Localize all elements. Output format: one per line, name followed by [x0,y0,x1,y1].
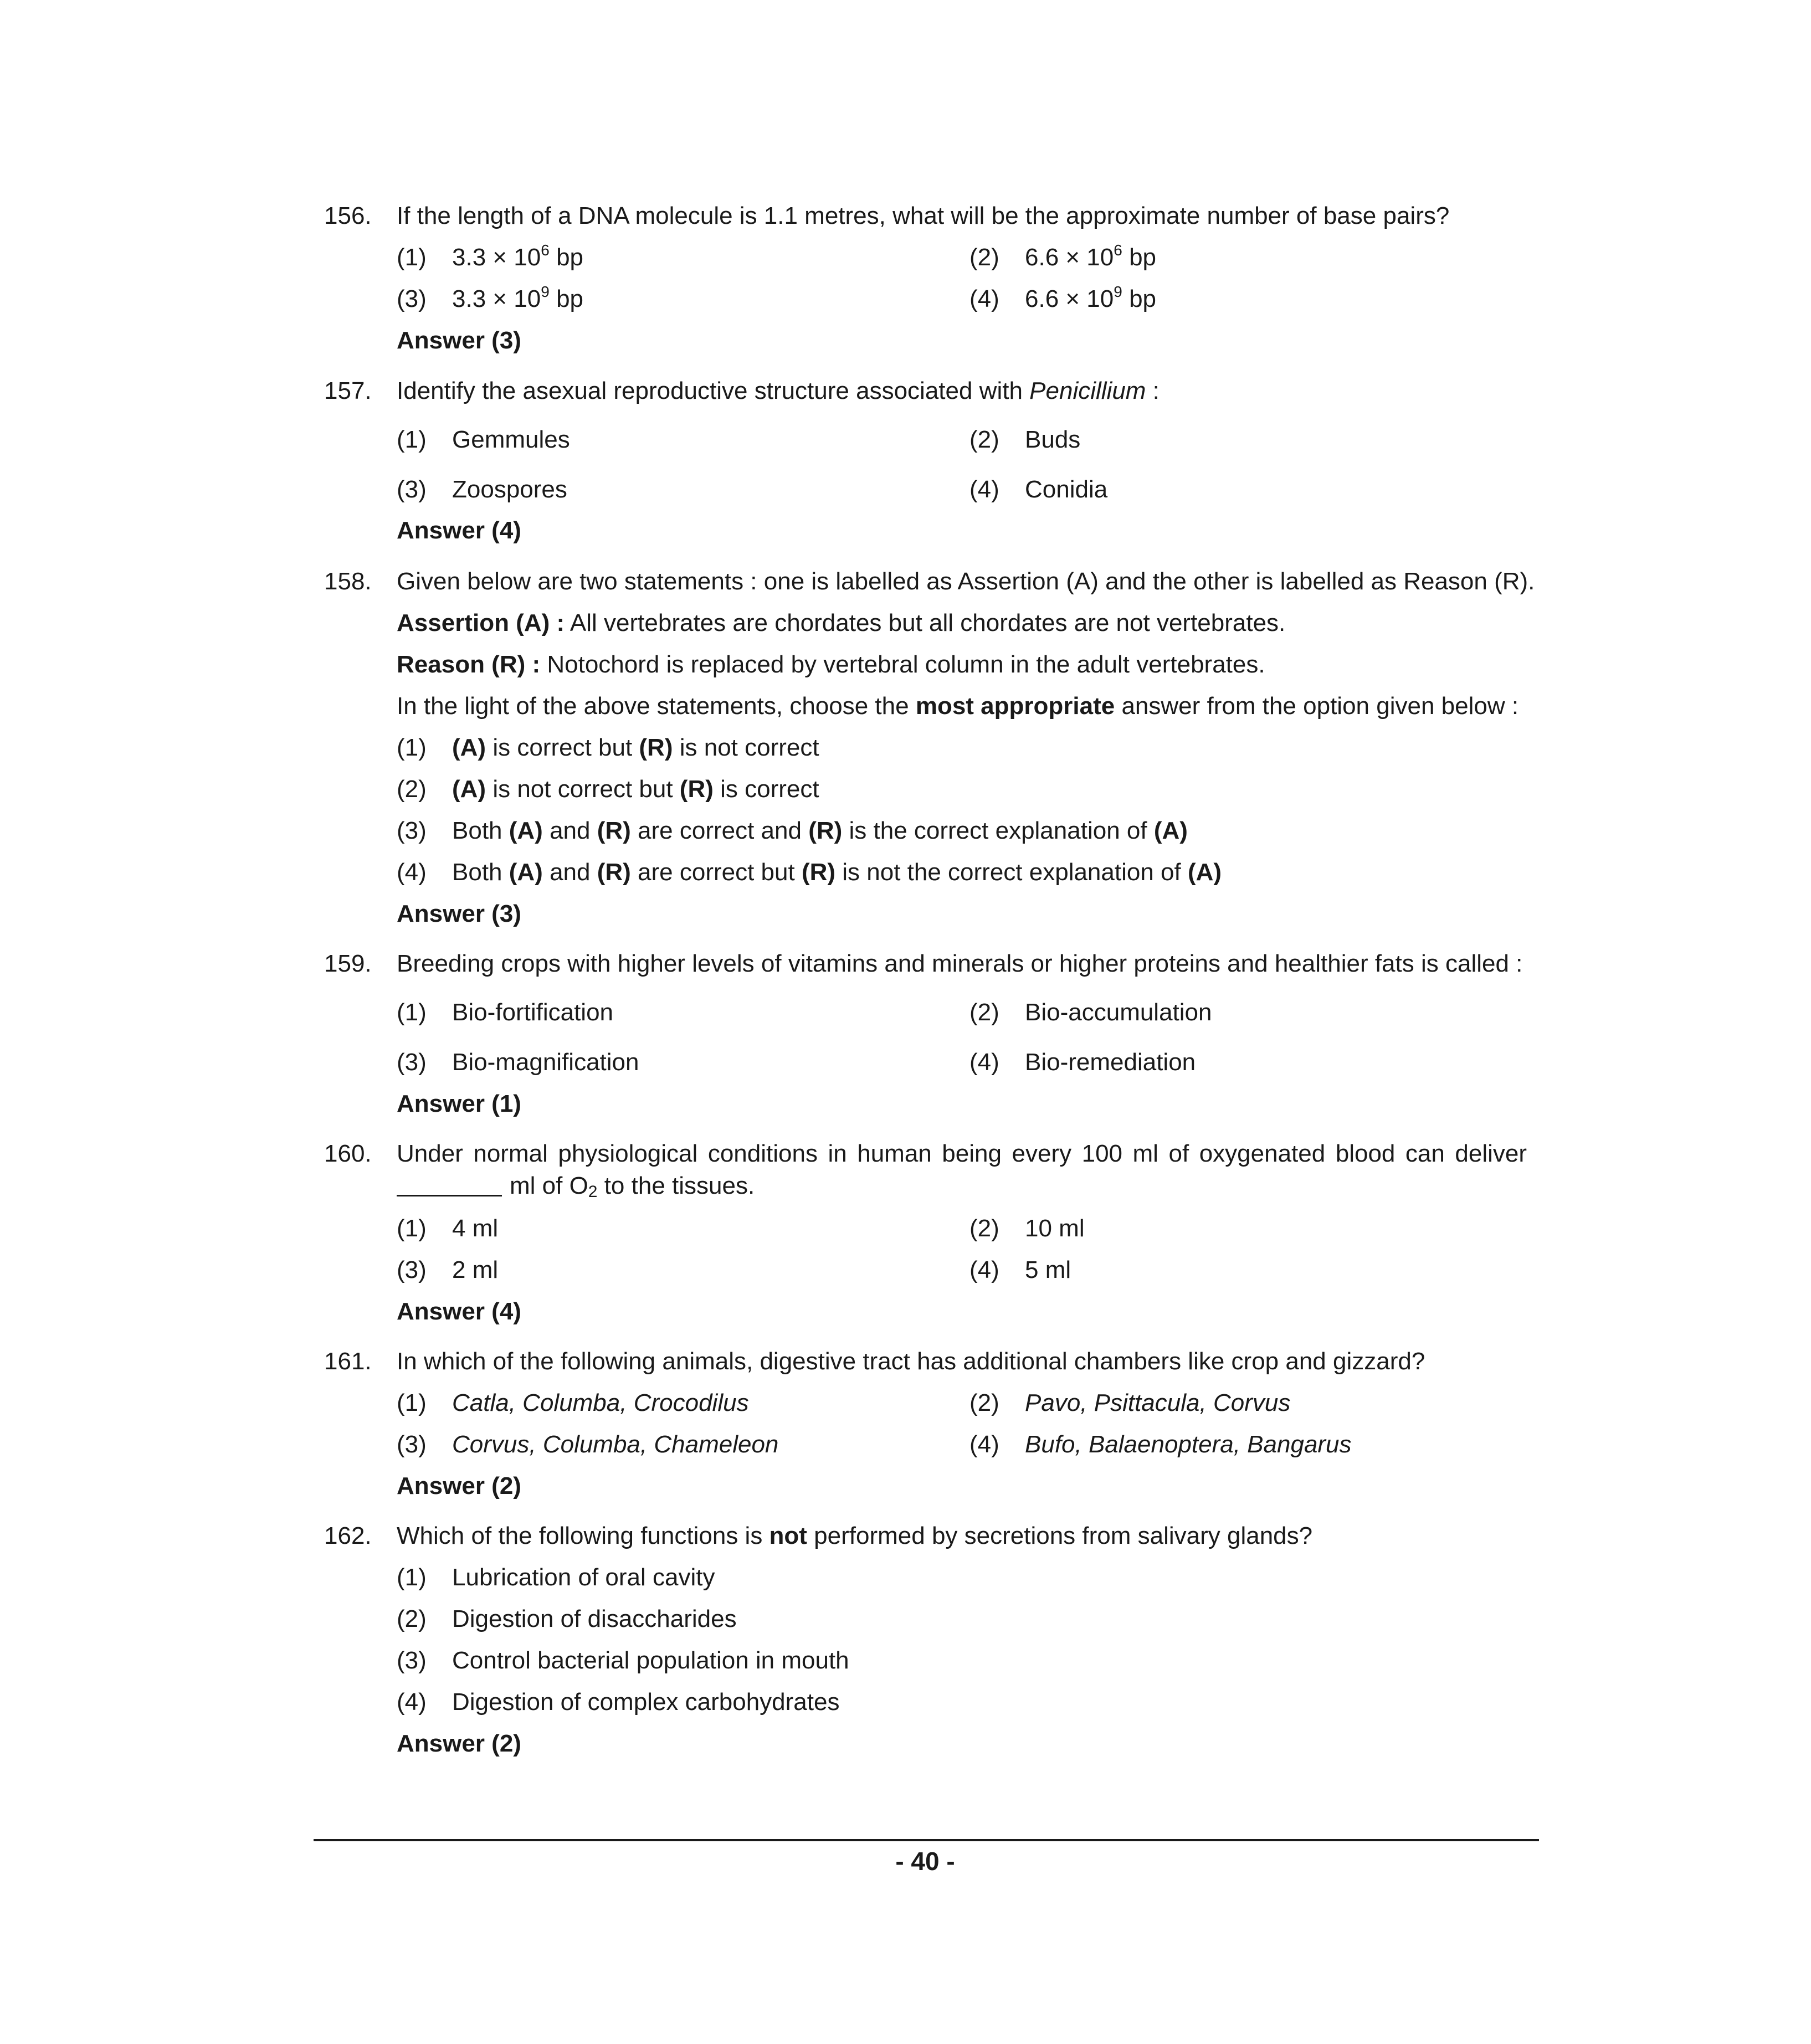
option-4: (4) Bufo, Balaenoptera, Bangarus [969,1431,1352,1458]
question-text: In which of the following animals, digestive tract has additional chambers like crop and gizzard? [397,1348,1425,1375]
option-2: (2) 10 ml [969,1215,1085,1242]
option-1: (1) Gemmules [397,426,570,453]
footer-divider [314,1839,1539,1841]
page-number: - 40 - [895,1847,955,1876]
answer: Answer (2) [397,1730,521,1757]
option-2: (2) Bio-accumulation [969,999,1212,1026]
question-number: 158. [324,568,372,595]
question-text-line2: ml of $O_2$ to the tissues. [397,1169,1527,1203]
option-2: (2) Pavo, Psittacula, Corvus [969,1389,1291,1416]
option-4: (4) 5 ml [969,1256,1071,1283]
assertion: Assertion (A) : All vertebrates are chordates but all chordates are not vertebrates. [397,609,1286,636]
option-4: (4) Both (A) and (R) are correct but (R) is not the correct explanation of (A) [397,859,1222,886]
question-number: 157. [324,377,372,404]
question-text: Given below are two statements : one is labelled as Assertion (A) and the other is labelled as Reason (R). [397,568,1535,595]
option-3: (3) Bio-magnification [397,1049,639,1076]
question-text: If the length of a DNA molecule is 1.1 metres, what will be the approximate number of base pairs? [397,202,1450,229]
question-number: 160. [324,1140,372,1167]
option-2: (2) $6.6 \times 10^6$ bp [969,242,1157,271]
option-2: (2) Buds [969,426,1081,453]
option-4: (4) $6.6 \times 10^9$ bp [969,283,1157,312]
question-number: 159. [324,950,372,977]
answer: Answer (3) [397,900,521,927]
option-1: (1) Bio-fortification [397,999,614,1026]
option-3: (3) Both (A) and (R) are correct and (R) is the correct explanation of (A) [397,817,1188,844]
option-1: (1) 4 ml [397,1215,499,1242]
option-3: (3) Corvus, Columba, Chameleon [397,1431,779,1458]
answer: Answer (3) [397,327,521,354]
question-number: 161. [324,1348,372,1375]
question-number: 162. [324,1522,372,1549]
question-text: Under normal physiological conditions in human being every 100 ml of oxygenated blood can deliver [397,1140,1527,1167]
answer: Answer (4) [397,517,521,544]
question-number: 156. [324,202,372,229]
option-1: (1) (A) is correct but (R) is not correct [397,734,819,761]
option-3: (3) $3.3 \times 10^9$ bp [397,283,584,312]
option-1: (1) Lubrication of oral cavity [397,1564,715,1591]
option-3: (3) Zoospores [397,476,567,503]
answer: Answer (1) [397,1090,521,1117]
option-3: (3) 2 ml [397,1256,499,1283]
question-text: Identify the asexual reproductive structure associated with Penicillium : [397,377,1160,404]
option-1: (1) Catla, Columba, Crocodilus [397,1389,749,1416]
answer: Answer (2) [397,1472,521,1499]
fill-blank [397,1169,502,1196]
option-2: (2) (A) is not correct but (R) is correct [397,776,819,803]
instruction: In the light of the above statements, choose the most appropriate answer from the option given below : [397,692,1519,720]
answer: Answer (4) [397,1298,521,1325]
question-text: Breeding crops with higher levels of vitamins and minerals or higher proteins and healthier fats is called : [397,950,1523,977]
option-4: (4) Digestion of complex carbohydrates [397,1688,840,1716]
reason: Reason (R) : Notochord is replaced by vertebral column in the adult vertebrates. [397,651,1265,678]
option-4: (4) Bio-remediation [969,1049,1196,1076]
option-1: (1) $3.3 \times 10^6$ bp [397,242,584,271]
option-2: (2) Digestion of disaccharides [397,1605,737,1632]
option-4: (4) Conidia [969,476,1108,503]
option-3: (3) Control bacterial population in mouth [397,1647,849,1674]
question-text: Which of the following functions is not performed by secretions from salivary glands? [397,1522,1313,1549]
